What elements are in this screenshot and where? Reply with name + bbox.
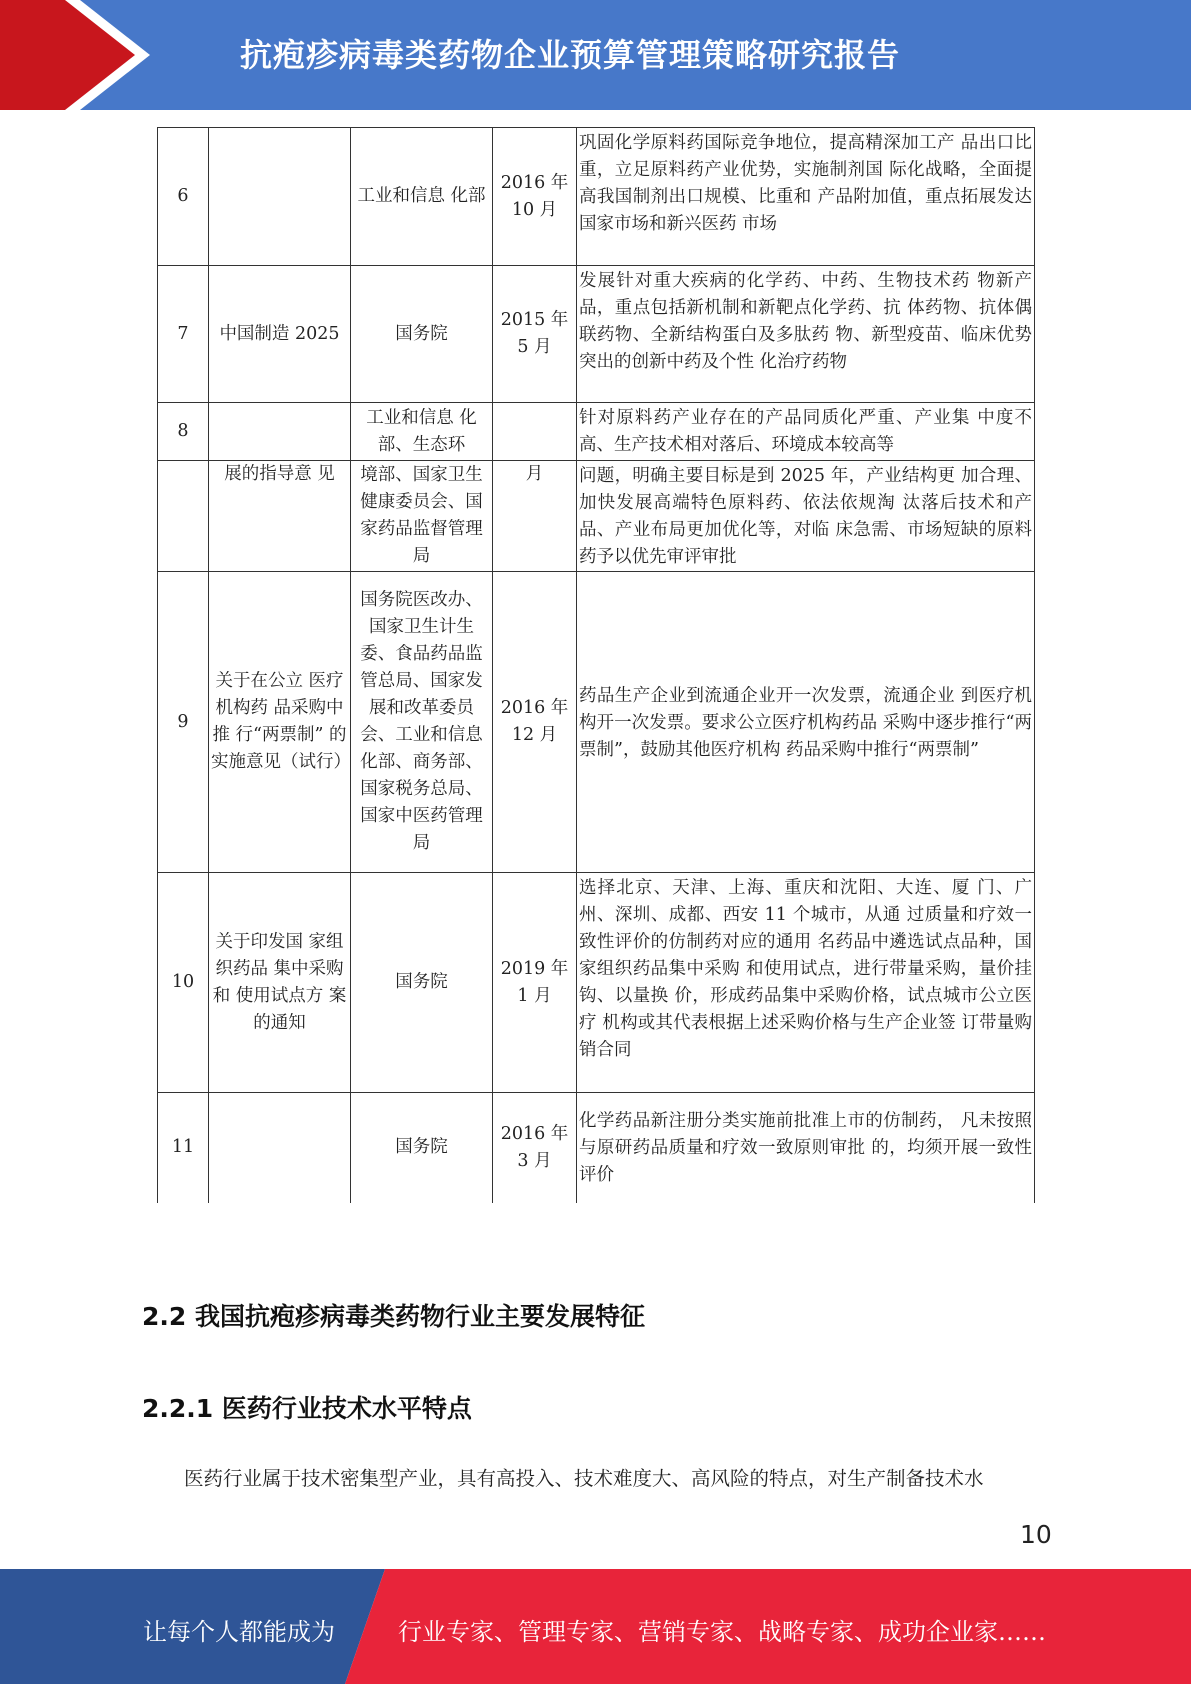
table-row: [158, 403, 1035, 461]
body-paragraph: 医药行业属于技术密集型产业，具有高投入、技术难度大、高风险的特点，对生产制备技术水: [184, 1467, 984, 1490]
row-number: [158, 461, 209, 572]
policy-content: 药品生产企业到流通企业开一次发票，流通企业 到医疗机构开一次发票。要求公立医疗机构药品 采购中逐步推行“两票制”，鼓励其他医疗机构 药品采购中推行“两票制”: [577, 572, 1035, 873]
page-footer: [0, 1569, 1191, 1684]
issuing-department: 工业和信息 化部、生态环: [351, 403, 493, 461]
issuing-department: 工业和信息 化部: [351, 128, 493, 266]
row-number: 9: [158, 572, 209, 873]
issuing-department: 国务院医改办、国家卫生计生委、食品药品监管总局、国家发展和改革委员会、工业和信息化部、商务部、国家税务总局、国家中医药管理局: [351, 572, 493, 873]
issuing-department: 国务院: [351, 266, 493, 403]
table-row: [158, 873, 1035, 1093]
issue-date: 月: [493, 461, 577, 572]
policy-table: [157, 127, 1035, 1203]
issuing-department: 国务院: [351, 873, 493, 1093]
policy-name: 关于在公立 医疗机构药 品采购中推 行“两票制” 的实施意见（试行）: [209, 572, 351, 873]
footer-slogan-right: 行业专家、管理专家、营销专家、战略专家、成功企业家……: [398, 1618, 1046, 1646]
subsection-heading: 2.2.1 医药行业技术水平特点: [142, 1394, 472, 1423]
policy-name: 关于印发国 家组织药品 集中采购和 使用试点方 案的通知: [209, 873, 351, 1093]
header-chevron-graphic: [0, 0, 150, 110]
table-row: [158, 266, 1035, 403]
row-number: 7: [158, 266, 209, 403]
policy-name: [209, 1093, 351, 1203]
header-title: 抗疱疹病毒类药物企业预算管理策略研究报告: [240, 36, 901, 74]
policy-name: [209, 128, 351, 266]
table-row: [158, 461, 1035, 572]
row-number: 8: [158, 403, 209, 461]
issuing-department: 国务院: [351, 1093, 493, 1203]
issue-date: 2016 年 10 月: [493, 128, 577, 266]
section-heading: 2.2 我国抗疱疹病毒类药物行业主要发展特征: [142, 1302, 645, 1331]
issue-date: 2015 年 5 月: [493, 266, 577, 403]
table-row: [158, 1093, 1035, 1203]
policy-content: 针对原料药产业存在的产品同质化严重、产业集 中度不高、生产技术相对落后、环境成本较高等: [577, 403, 1035, 461]
policy-name: 中国制造 2025: [209, 266, 351, 403]
row-number: 11: [158, 1093, 209, 1203]
issue-date: 2019 年 1 月: [493, 873, 577, 1093]
policy-content: 问题，明确主要目标是到 2025 年，产业结构更 加合理、加快发展高端特色原料药、依法依规淘 汰落后技术和产品、产业布局更加优化等，对临 床急需、市场短缺的原料药予以优先审评审批: [577, 461, 1035, 572]
footer-slogan-left: 让每个人都能成为: [143, 1618, 335, 1646]
row-number: 6: [158, 128, 209, 266]
policy-content: 选择北京、天津、上海、重庆和沈阳、大连、厦 门、广州、深圳、成都、西安 11 个城市，从通 过质量和疗效一致性评价的仿制药对应的通用 名药品中遴选试点品种，国家组织药品集中采购 和使用试点，进行带量采购，量价挂钩、以量换 价，形成药品集中采购价格，试点城市公立医疗 机构或其代表根据上述采购价格与生产企业签 订带量购销合同: [577, 873, 1035, 1093]
issue-date: 2016 年 12 月: [493, 572, 577, 873]
page-header: [0, 0, 1191, 110]
table-row: [158, 572, 1035, 873]
policy-content: 发展针对重大疾病的化学药、中药、生物技术药 物新产品，重点包括新机制和新靶点化学药、抗 体药物、抗体偶联药物、全新结构蛋白及多肽药 物、新型疫苗、临床优势突出的创新中药及个性 化治疗药物: [577, 266, 1035, 403]
policy-name: [209, 403, 351, 461]
issue-date: 2016 年 3 月: [493, 1093, 577, 1203]
issuing-department: 境部、国家卫生健康委员会、国家药品监督管理局: [351, 461, 493, 572]
page-number: 10: [1020, 1520, 1052, 1549]
row-number: 10: [158, 873, 209, 1093]
table-row: [158, 128, 1035, 266]
policy-content: 巩固化学原料药国际竞争地位，提高精深加工产 品出口比重，立足原料药产业优势，实施制剂国 际化战略，全面提高我国制剂出口规模、比重和 产品附加值，重点拓展发达国家市场和新兴医药 市场: [577, 128, 1035, 266]
policy-content: 化学药品新注册分类实施前批准上市的仿制药， 凡未按照与原研药品质量和疗效一致原则审批 的，均须开展一致性评价: [577, 1093, 1035, 1203]
policy-name: 展的指导意 见: [209, 461, 351, 572]
issue-date: [493, 403, 577, 461]
